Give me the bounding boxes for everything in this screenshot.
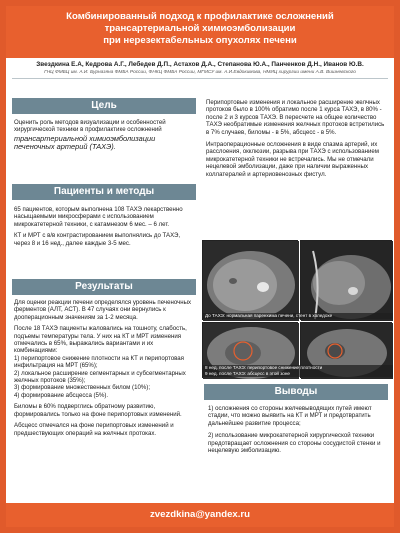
- results-text-2: После 18 ТАХЭ пациенты жаловались на тошноту, слабость, подъемы температуры тела. У них на КТ и МРТ изменения отмечались в 65%, выражались вариантами и их комбинациями:: [14, 325, 187, 355]
- results-heading: Результаты: [12, 279, 196, 295]
- image-caption-mid: 8 нед. после ТАХЭ: перипортовое снижение плотности: [203, 365, 393, 371]
- image-caption-top: До ТАХЭ: нормальная паренхима печени, стент в холедохе: [203, 313, 393, 319]
- results-item-3: 3) формирование множественных билом (10%);: [14, 384, 151, 392]
- goal-emphasis: трансартериальной химиоэмболизации печеночных артерий (ТАХЭ).: [14, 133, 156, 152]
- poster-title: [6, 6, 394, 47]
- results-section: [14, 299, 194, 441]
- results-item-1: 1) перипортовое снижение плотности на КТ и перипортовая инфильтрация на МРТ (65%);: [14, 354, 184, 370]
- results-text-1: Для оценки реакции печени определялся уровень печеночных ферментов (АЛТ, АСТ). В 47 случаях они вернулись к дооперационным значениям за 1-2 месяца.: [14, 299, 192, 321]
- title-line-1: Комбинированный подход к профилактике осложнений: [66, 11, 334, 22]
- ct-scan-image: [205, 240, 392, 320]
- patients-text-2: КТ и МРТ с в/в контрастированием выполнялись до ТАХЭ, через 8 и 16 нед., далее каждые 3-5 мес.: [14, 232, 181, 247]
- goal-heading: Цель: [12, 98, 196, 114]
- ct-scan-image: [205, 322, 392, 378]
- conclusion-1: 1) осложнения со стороны желчевыводящих путей имеют стадии, что можно выявить на КТ и МРТ и предотвратить дальнейшее развитие процесса;: [208, 405, 372, 427]
- results-item-4: 4) формирование абсцесса (5%).: [14, 391, 109, 399]
- results-text-3: Биломы в 60% подверглись обратному развитию, формировались только на фоне перипортовых изменений.: [14, 403, 182, 418]
- contact-email[interactable]: zvezdkina@yandex.ru: [6, 503, 394, 527]
- image-caption-bot: 9 нед. после ТАХЭ: абсцесс в этой зоне: [203, 371, 393, 377]
- poster: [6, 6, 394, 527]
- authors-line: Звездкина Е.А, Кедрова А.Г., Лебедев Д.П., Астахов Д.А., Степанова Ю.А., Панченков Д.Н., Иванов Ю.В.: [36, 61, 364, 68]
- goal-text: Оценить роль методов визуализации и особенностей хирургической техники в профилактике осложнений: [14, 119, 166, 134]
- ct-scan-image: [202, 240, 298, 320]
- goal-section: [14, 119, 194, 156]
- results-item-2: 2) локальное расширение сегментарных и субсегментарных желчных протоков (35%);: [14, 369, 186, 385]
- conclusions-heading: Выводы: [204, 384, 388, 400]
- title-line-3: при нерезектабельных опухолях печени: [103, 35, 297, 46]
- right-text-2: Интраоперационные осложнения в виде спазма артерий, их расслоения, окклюзии, разрыва при ТАХЭ с использованием микрокатетерной техники не встречались. Мы не отмечали нецелевой эмболизации, даже при наличии выраженных коллатералей и артериовенозных фистул.: [206, 141, 379, 178]
- right-text-1: Перипортовые изменения и локальное расширение желчных протоков было в 100% обратимо после 1 курса ТАХЭ, в 80% - после 2 и 3 курсов ТАХЭ. В пересчете на общее количество ТАХЭ необратимые изменения желчных протоков встретились в 7% случаев, биломы - в 5%, абсцесс - в 5%.: [206, 99, 385, 136]
- patients-heading: Пациенты и методы: [12, 184, 196, 200]
- right-column-text: [206, 99, 388, 182]
- results-text-4: Абсцесс отмечался на фоне перипортовых изменений и предшествующих операций на желчных протоках.: [14, 422, 174, 437]
- patients-section: [14, 206, 194, 251]
- patients-text-1: 65 пациентов, которым выполнена 108 ТАХЭ лекарственно насыщаемыми микросферами с использованием микрокатетерной техники, с катамнезом 6 мес. – 6 лет.: [14, 206, 183, 228]
- poster-header: [6, 6, 394, 58]
- title-line-2: трансартериальной химиоэмболизации: [104, 23, 296, 34]
- conclusions-section: [208, 405, 388, 458]
- conclusion-2: 2) использование микрокатетерной хирургической техники предотвращает осложнения со стороны сосудистой стенки и нецелевую эмболизацию.: [208, 432, 381, 455]
- affiliation-line: ГНЦ ФМБЦ им. А.И. Бурназяна ФМБА России, ФНКЦ ФМБА России, МГМСУ им. А.И.Евдокимова, НМИЦ хирургии имени А.В. Вишневского: [44, 70, 356, 75]
- header-divider: [12, 78, 388, 79]
